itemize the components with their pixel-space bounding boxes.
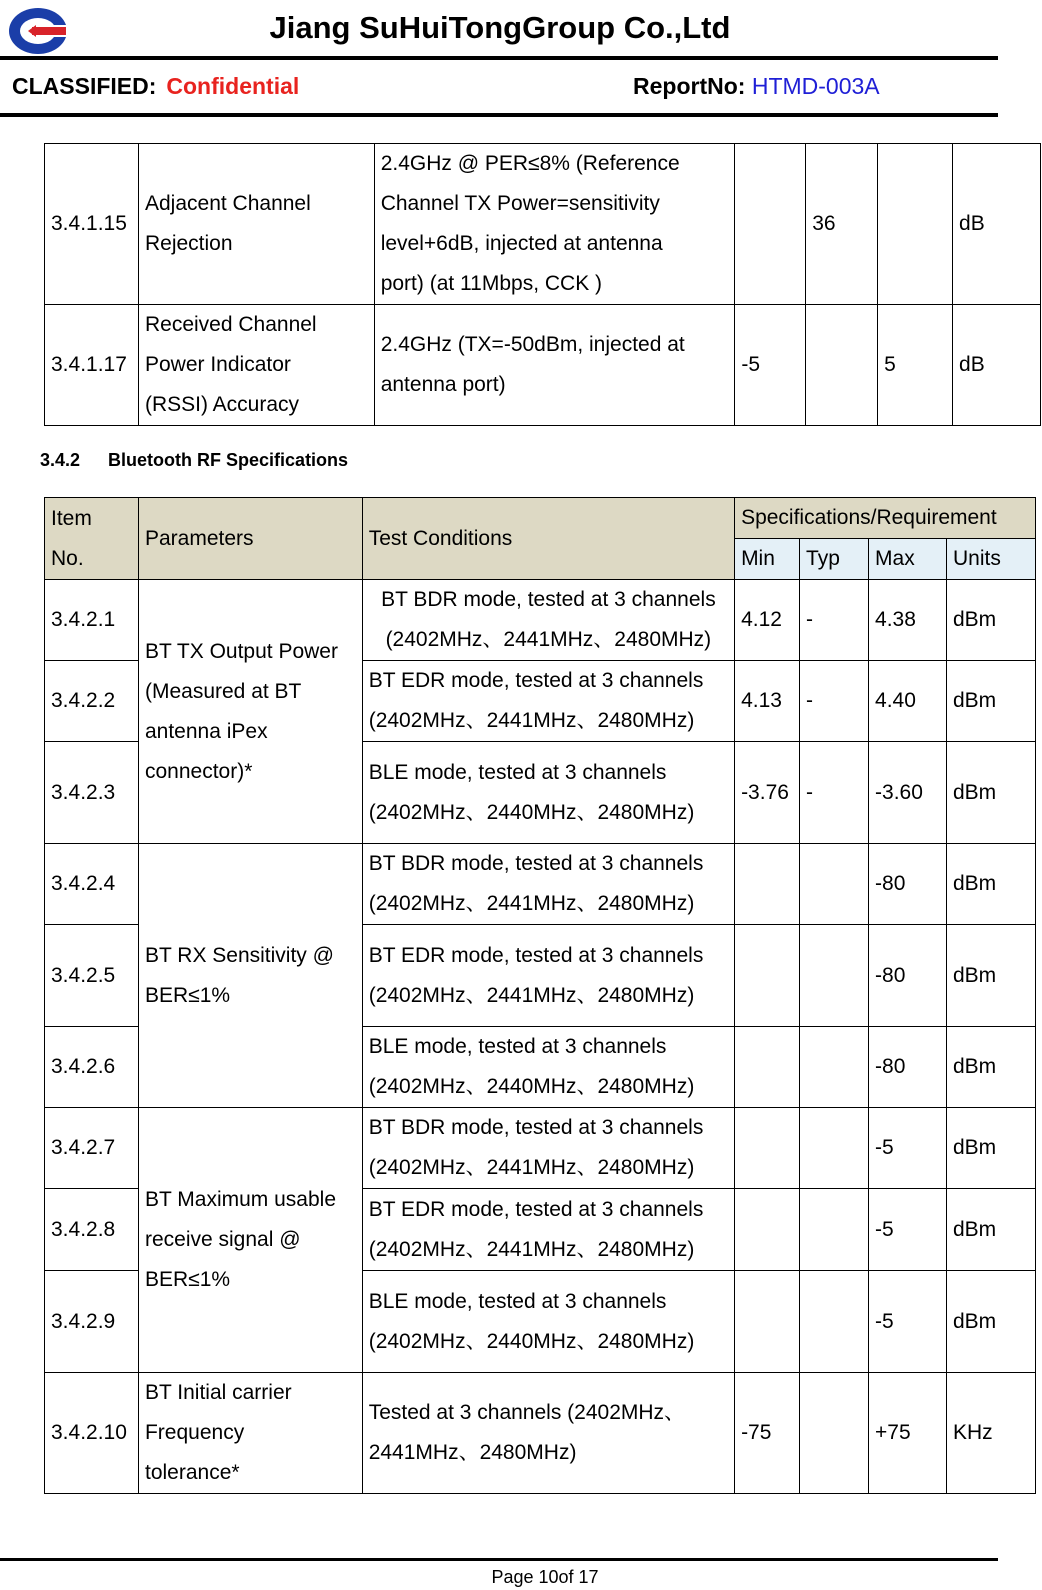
table-row: [45, 305, 1041, 426]
header-min: Min: [735, 539, 800, 580]
item-no: 3.4.2.9: [45, 1271, 139, 1373]
min-value: -75: [735, 1373, 800, 1494]
report-value: HTMD-003A: [751, 73, 880, 99]
unit: dBm: [946, 580, 1035, 661]
test-condition: BLE mode, tested at 3 channels (2402MHz、2440MHz、2480MHz): [362, 1271, 734, 1373]
max-value: +75: [869, 1373, 947, 1494]
typ-value: [800, 925, 869, 1027]
parameter: Adjacent Channel Rejection: [138, 144, 374, 305]
classified-line: [12, 73, 299, 100]
max-value: 4.38: [869, 580, 947, 661]
item-no: 3.4.2.10: [45, 1373, 139, 1494]
unit: dBm: [946, 661, 1035, 742]
min-value: [735, 1027, 800, 1108]
table-row: [45, 1373, 1036, 1494]
item-no: 3.4.1.17: [45, 305, 139, 426]
page-number: Page 10of 17: [491, 1567, 599, 1587]
unit: dBm: [946, 1108, 1035, 1189]
unit: dBm: [946, 844, 1035, 925]
test-condition: 2.4GHz (TX=-50dBm, injected at antenna port): [374, 305, 735, 426]
header-rule-bottom: [0, 113, 998, 117]
max-value: 4.40: [869, 661, 947, 742]
section-title: Bluetooth RF Specifications: [108, 450, 349, 470]
max-value: -3.60: [869, 742, 947, 844]
max-value: -5: [869, 1189, 947, 1271]
item-no: 3.4.2.3: [45, 742, 139, 844]
item-no: 3.4.2.5: [45, 925, 139, 1027]
min-value: [735, 844, 800, 925]
min-value: [735, 925, 800, 1027]
max-value: -80: [869, 844, 947, 925]
item-no: 3.4.2.2: [45, 661, 139, 742]
header-specifications: Specifications/Requirement: [735, 498, 1036, 539]
item-no: 3.4.1.15: [45, 144, 139, 305]
wifi-spec-table-continued: [44, 143, 1041, 426]
parameter: BT Initial carrier Frequency tolerance*: [138, 1373, 362, 1494]
unit: dBm: [946, 925, 1035, 1027]
classified-value: Confidential: [166, 73, 300, 99]
header-parameters: Parameters: [138, 498, 362, 580]
typ-value: [806, 305, 878, 426]
report-number: [633, 73, 880, 100]
test-condition: 2.4GHz @ PER≤8% (Reference Channel TX Power=sensitivity level+6dB, injected at antenna port) (at 11Mbps, CCK ): [374, 144, 735, 305]
header-units: Units: [946, 539, 1035, 580]
typ-value: [800, 1271, 869, 1373]
test-condition: Tested at 3 channels (2402MHz、 2441MHz、2480MHz): [362, 1373, 734, 1494]
unit: dBm: [946, 742, 1035, 844]
test-condition: BLE mode, tested at 3 channels (2402MHz、2440MHz、2480MHz): [362, 1027, 734, 1108]
section-number: 3.4.2: [40, 450, 81, 470]
footer-rule: [0, 1558, 998, 1561]
typ-value: [800, 1027, 869, 1108]
table-row: [45, 144, 1041, 305]
max-value: -80: [869, 925, 947, 1027]
typ-value: [800, 1189, 869, 1271]
item-no: 3.4.2.4: [45, 844, 139, 925]
unit: dB: [953, 305, 1041, 426]
parameter: BT RX Sensitivity @ BER≤1%: [138, 844, 362, 1108]
test-condition: BT BDR mode, tested at 3 channels (2402MHz、2441MHz、2480MHz): [362, 580, 734, 661]
unit: dBm: [946, 1271, 1035, 1373]
typ-value: [800, 1108, 869, 1189]
header-typ: Typ: [800, 539, 869, 580]
parameter: BT TX Output Power (Measured at BT antenna iPex connector)*: [138, 580, 362, 844]
min-value: 4.13: [735, 661, 800, 742]
classified-label: CLASSIFIED:: [12, 73, 157, 99]
typ-value: -: [800, 580, 869, 661]
min-value: [735, 1189, 800, 1271]
parameter: BT Maximum usable receive signal @ BER≤1%: [138, 1108, 362, 1373]
unit: KHz: [946, 1373, 1035, 1494]
test-condition: BT EDR mode, tested at 3 channels (2402MHz、2441MHz、2480MHz): [362, 925, 734, 1027]
header-item-no: Item No.: [45, 498, 139, 580]
max-value: -5: [869, 1108, 947, 1189]
typ-value: [800, 1373, 869, 1494]
section-heading: [40, 450, 348, 471]
min-value: -3.76: [735, 742, 800, 844]
min-value: [735, 1271, 800, 1373]
parameter: Received Channel Power Indicator (RSSI) Accuracy: [138, 305, 374, 426]
typ-value: -: [800, 742, 869, 844]
report-label: ReportNo:: [633, 73, 746, 99]
min-value: -5: [735, 305, 806, 426]
item-no: 3.4.2.6: [45, 1027, 139, 1108]
min-value: [735, 1108, 800, 1189]
typ-value: -: [800, 661, 869, 742]
header-rule-top: [0, 56, 998, 60]
test-condition: BT BDR mode, tested at 3 channels (2402MHz、2441MHz、2480MHz): [362, 1108, 734, 1189]
unit: dBm: [946, 1189, 1035, 1271]
item-no: 3.4.2.7: [45, 1108, 139, 1189]
item-no: 3.4.2.1: [45, 580, 139, 661]
typ-value: [800, 844, 869, 925]
max-value: 5: [878, 305, 953, 426]
test-condition: BT EDR mode, tested at 3 channels (2402MHz、2441MHz、2480MHz): [362, 1189, 734, 1271]
unit: dBm: [946, 1027, 1035, 1108]
company-name: Jiang SuHuiTongGroup Co.,Ltd: [269, 10, 731, 45]
test-condition: BT EDR mode, tested at 3 channels (2402MHz、2441MHz、2480MHz): [362, 661, 734, 742]
max-value: [878, 144, 953, 305]
table-row: [45, 844, 1036, 925]
min-value: [735, 144, 806, 305]
table-row: [45, 1108, 1036, 1189]
typ-value: 36: [806, 144, 878, 305]
table-row: [45, 580, 1036, 661]
test-condition: BLE mode, tested at 3 channels (2402MHz、2440MHz、2480MHz): [362, 742, 734, 844]
min-value: 4.12: [735, 580, 800, 661]
bluetooth-spec-table: [44, 497, 1036, 1494]
header-test-conditions: Test Conditions: [362, 498, 734, 580]
max-value: -5: [869, 1271, 947, 1373]
unit: dB: [953, 144, 1041, 305]
test-condition: BT BDR mode, tested at 3 channels (2402MHz、2441MHz、2480MHz): [362, 844, 734, 925]
item-no: 3.4.2.8: [45, 1189, 139, 1271]
max-value: -80: [869, 1027, 947, 1108]
header-max: Max: [869, 539, 947, 580]
